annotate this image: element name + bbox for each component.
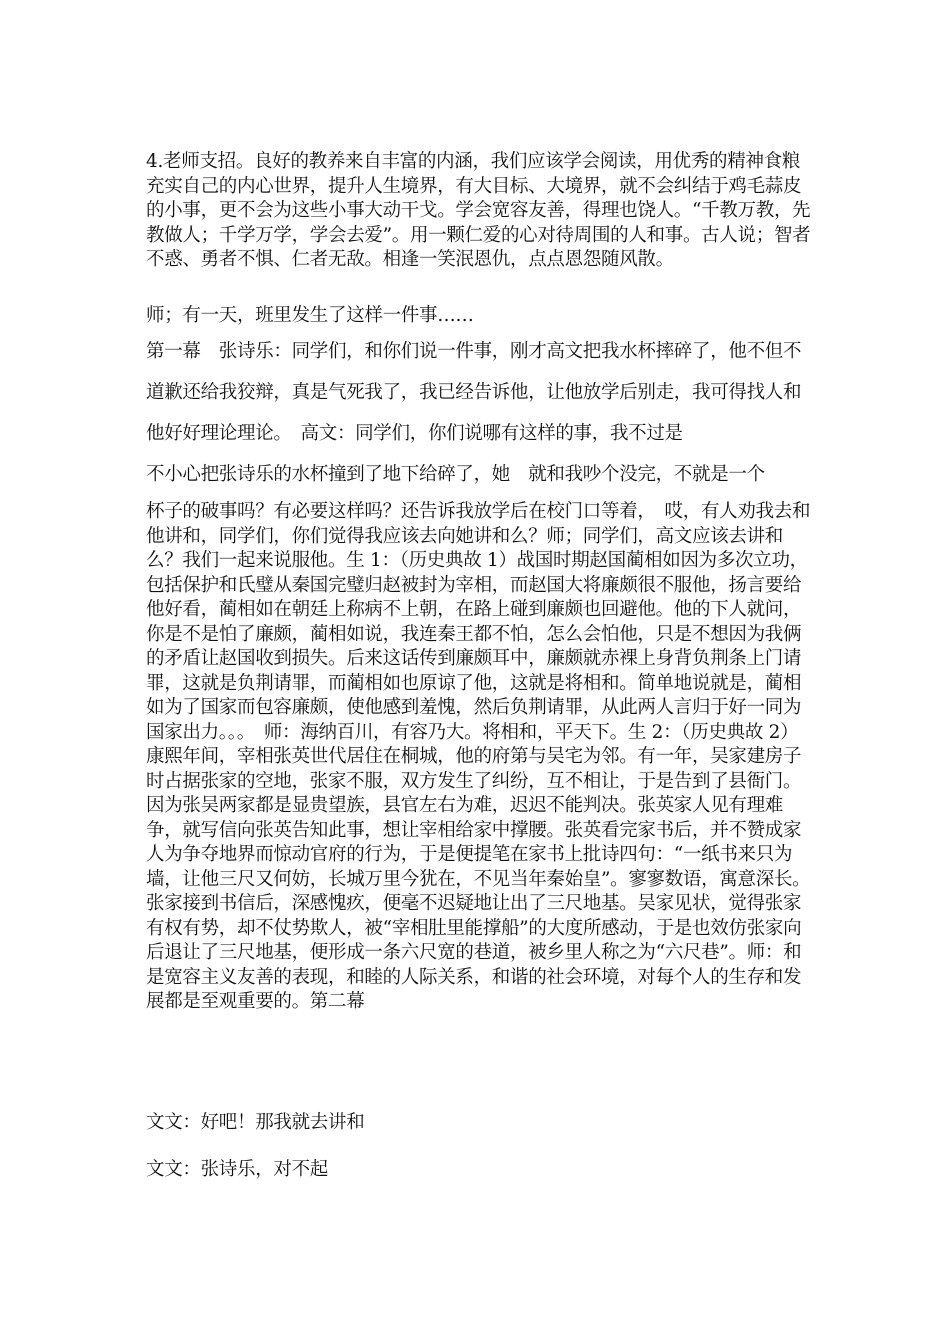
gaowen-continuation-line: 不小心把张诗乐的水杯撞到了地下给碎了，她 就和我吵个没完，不就是一个: [146, 464, 765, 485]
act-one-paragraph: 第一幕 张诗乐：同学们，和你们说一件事，刚才高文把我水杯摔碎了，他不但不道歉还给我狡辩，真是气死我了，我已经告诉他，让他放学后别走，我可得找人和他好好理论理论。 高文：同学们，你们说哪有这样的事，我不过是: [146, 341, 802, 444]
wenwen-line-1: 文文：好吧！那我就去讲和: [146, 1112, 365, 1133]
teacher-line: 师；有一天，班里发生了这样一件事……: [146, 305, 474, 326]
main-dialogue-paragraph: 杯子的破事吗？有必要这样吗？还告诉我放学后在校门口等着， 哎，有人劝我去和他讲和，同学们，你们觉得我应该去向她讲和么？师；同学们，高文应该去讲和么？我们一起来说服他。生 1：（历史典故 1）战国时期赵国蔺相如因为多次立功，包括保护和氏璧从秦国完璧归赵被封为宰相，而赵国大将廉颇很不服他，扬言要给他好看，蔺相如在朝廷上称病不上朝，在路上碰到廉颇也回避他。他的下人就问，你是不是怕了廉颇，蔺相如说，我连秦王都不怕，怎么会怕他，只是不想因为我俩的矛盾让赵国收到损失。后来这话传到廉颇耳中，廉颇就赤裸上身背负荆条上门请罪，这就是负荆请罪，而蔺相如也原谅了他，这就是将相和。简单地说就是，蔺相如为了国家而包容廉颇，使他感到羞愧，然后负荆请罪，从此两人言归于好一同为国家出力。。。 师：海纳百川，有容乃大。将相和，平天下。生 2：（历史典故 2）康熙年间，宰相张英世代居住在桐城，他的府第与吴宅为邻。有一年，吴家建房子时占据张家的空地，张家不服，双方发生了纠纷，互不相让，于是告到了县衙门。因为张吴两家都是显贵望族，县官左右为难，迟迟不能判决。张英家人见有理难争，就写信向张英告知此事，想让宰相给家中撑腰。张英看完家书后，并不赞成家人为争夺地界而惊动官府的行为，于是便提笔在家书上批诗四句：“一纸书来只为墙，让他三尺又何妨，长城万里今犹在，不见当年秦始皇”。寥寥数语，寓意深长。张家接到书信后，深感愧疚，便毫不迟疑地让出了三尺地基。吴家见状，觉得张家有权有势，却不仗势欺人，被“宰相肚里能撑船”的大度所感动，于是也效仿张家向后退让了三尺地基，便形成一条六尺宽的巷道，被乡里人称之为“六尺巷”。师：和是宽容主义友善的表现，和睦的人际关系，和谐的社会环境，对每个人的生存和发展都是至观重要的。第二幕: [146, 501, 811, 1012]
intro-paragraph: 4.老师支招。良好的教养来自丰富的内涵，我们应该学会阅读，用优秀的精神食粮充实自己的内心世界，提升人生境界，有大目标、大境界，就不会纠结于鸡毛蒜皮的小事，更不会为这些小事大动干戈。学会宽容友善，得理也饶人。“千教万教，先教做人；千学万学，学会去爱”。用一颗仁爱的心对待周围的人和事。古人说；智者不惑、勇者不惧、仁者无敌。相逢一笑泯恩仇，点点恩怨随风散。: [146, 151, 811, 270]
wenwen-line-2: 文文：张诗乐，对不起: [146, 1159, 329, 1180]
